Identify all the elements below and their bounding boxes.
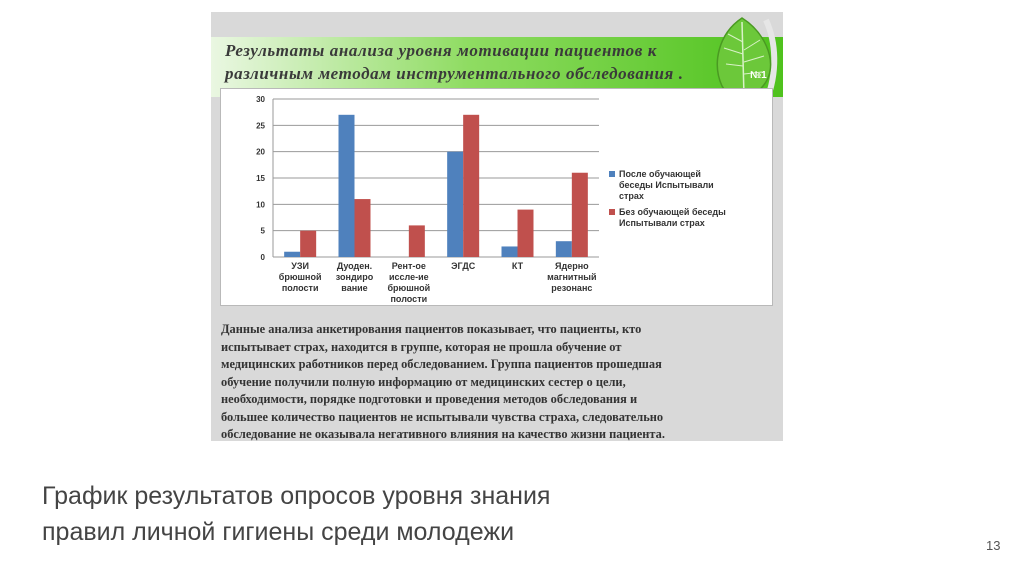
bar-chart — [221, 89, 772, 305]
description-text — [221, 321, 767, 441]
header-line-2: различным методам инструментального обследования . — [225, 64, 684, 83]
bar-series2 — [355, 199, 371, 257]
chart-panel — [220, 88, 773, 306]
slide-image — [211, 12, 783, 441]
category-label: ЭГДС — [451, 261, 476, 271]
bar-series1 — [284, 252, 300, 257]
legend-label: страх — [619, 191, 644, 201]
bar-series2 — [518, 210, 534, 257]
legend-swatch — [609, 171, 615, 177]
bar-series1 — [447, 152, 463, 257]
category-label: брюшной — [278, 272, 322, 282]
description-line-3: медицинских работников перед обследованием. Группа пациентов прошедшая — [221, 357, 662, 371]
description-line-5: необходимости, порядке подготовки и проведения методов обследования и — [221, 392, 638, 406]
slide-caption — [42, 478, 742, 550]
description-line-7: обследование не оказывала негативного влияния на качество жизни пациента. — [221, 427, 665, 441]
bar-series2 — [572, 173, 588, 257]
legend-label: Без обучающей беседы — [619, 207, 726, 217]
bar-series2 — [463, 115, 479, 257]
y-tick-label: 25 — [256, 121, 265, 131]
page-number: 13 — [986, 538, 1001, 553]
y-tick-label: 15 — [256, 174, 265, 183]
category-label: иссле-ие — [388, 272, 429, 282]
bar-series1 — [339, 115, 355, 257]
category-label: УЗИ — [291, 261, 310, 271]
category-label: полости — [390, 294, 428, 304]
caption-line-2: правил личной гигиены среди молодежи — [42, 518, 515, 546]
caption-line-1: График результатов опросов уровня знания — [42, 482, 551, 510]
bar-series2 — [409, 225, 425, 257]
category-label: резонанс — [551, 283, 593, 293]
y-tick-label: 0 — [260, 253, 265, 262]
category-label: Рент-ое — [391, 261, 426, 271]
legend-label: После обучающей — [619, 169, 701, 179]
legend-swatch — [609, 209, 615, 215]
y-tick-label: 30 — [256, 95, 265, 104]
badge-text: №1 — [750, 70, 767, 81]
y-tick-label: 20 — [256, 147, 265, 157]
description-line-2: испытывает страх, находится в группе, которая не прошла обучение от — [221, 339, 622, 354]
header-line-1: Результаты анализа уровня мотивации пациентов к — [225, 41, 657, 60]
bar-series1 — [502, 246, 518, 257]
bar-series2 — [300, 231, 316, 257]
category-label: зондиро — [335, 272, 374, 282]
y-tick-label: 5 — [260, 226, 265, 236]
bar-series1 — [556, 241, 572, 257]
category-label: Дуоден. — [336, 261, 373, 271]
category-label: вание — [341, 283, 368, 293]
description-line-1: Данные анализа анкетирования пациентов показывает, что пациенты, кто — [221, 322, 642, 336]
category-label: полости — [281, 283, 319, 293]
category-label: КТ — [511, 261, 524, 271]
description-line-4: обучение получили полную информацию от медицинских сестер о цели, — [221, 374, 626, 389]
legend-label: беседы Испытывали — [619, 180, 714, 190]
category-label: брюшной — [387, 283, 431, 293]
legend-label: Испытывали страх — [619, 218, 705, 228]
y-tick-label: 10 — [256, 200, 265, 210]
description-line-6: большее количество пациентов не испытывали чувства страха, следовательно — [221, 409, 664, 424]
category-label: магнитный — [547, 272, 597, 282]
category-label: Ядерно — [555, 261, 589, 271]
